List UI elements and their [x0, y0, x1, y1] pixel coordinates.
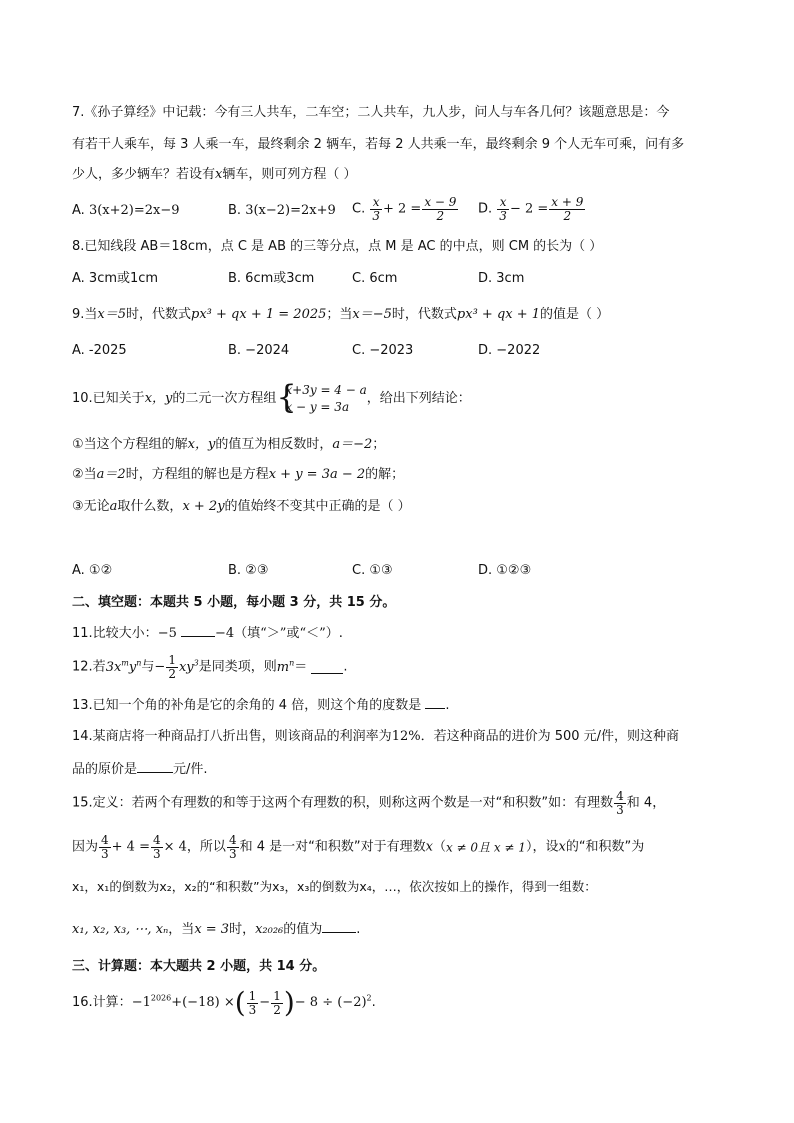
q9-option-b[interactable]: B. −2024 [228, 343, 290, 358]
q8-option-b[interactable]: B. 6cm或3cm [228, 271, 315, 286]
q8-option-a[interactable]: A. 3cm或1cm [72, 271, 159, 286]
q10-option-c[interactable]: C. ①③ [352, 563, 393, 578]
q13-stem: 13.已知一个角的补角是它的余角的 4 倍，则这个角的度数是 . [72, 698, 450, 713]
q7-option-d[interactable]: D. $\frac{x}{3}$ − 2 = $\frac{x + 9}{2}$ [478, 195, 584, 223]
q10-conclusion-2: ②当a＝2时，方程组的解也是方程x + y = 3a − 2的解； [72, 467, 405, 482]
q10-conclusion-1: ①当这个方程组的解x，y的值互为相反数时，a＝−2； [72, 437, 386, 452]
q7-line2: 有若干人乘车，每 3 人乘一车，最终剩余 2 辆车，若每 2 人共乘一车，最终剩余 9 个人无车可乘，问有多 [72, 137, 685, 152]
q10-option-a[interactable]: A. ①② [72, 563, 113, 578]
q9-option-d[interactable]: D. −2022 [478, 343, 541, 358]
section-heading-calculation: 三、计算题：本大题共 2 小题，共 14 分。 [72, 959, 326, 974]
q12-answer-blank[interactable] [311, 661, 343, 674]
section-heading-fill-in: 二、填空题：本题共 5 小题，每小题 3 分，共 15 分。 [72, 595, 396, 610]
q11-answer-blank[interactable] [181, 624, 215, 637]
q15-line1: 15.定义：若两个有理数的和等于这两个有理数的积，则称这两个数是一对“和积数”如：有理数 $\frac{4}{3}$ 和 4， [72, 789, 666, 817]
q7-line1: 7.《孙子算经》中记载：今有三人共车，二车空；二人共车，九人步，问人与车各几何？该题意思是：今 [72, 105, 670, 120]
q9-option-c[interactable]: C. −2023 [352, 343, 414, 358]
q9-option-a[interactable]: A. -2025 [72, 343, 127, 358]
q14-line2: 品的原价是 元/件. [72, 762, 208, 777]
q8-option-c[interactable]: C. 6cm [352, 271, 398, 286]
q7-option-b[interactable]: B. 3(x−2)=2x+9 [228, 203, 336, 218]
q16-stem: 16.计算：$-1^{2026}+(-18)$ ×( $\frac{1}{3}$ − $\frac{1}{2}$ )− $8 \div (-2)^2$. [72, 986, 376, 1019]
q14-line1: 14.某商店将一种商品打八折出售，则该商品的利润率为12%．若这种商品的进价为 500 元/件，则这种商 [72, 729, 680, 744]
equation-system: { x+3y = 4 − a x − y = 3a [276, 378, 367, 416]
q8-option-d[interactable]: D. 3cm [478, 271, 525, 286]
q15-line2: 因为 $\frac{4}{3}$ + 4 = $\frac{4}{3}$ × 4，所以 $\frac{4}{3}$ 和 4 是一对“和积数”对于有理数x（x ≠ 0且 x ≠ 1），设x的“和积数”为 [72, 833, 645, 861]
q12-stem: 12.若$3x^my^n$与− $\frac{1}{2}$ $xy^3$是同类项，则$m^n=$ . [72, 653, 348, 681]
q10-option-b[interactable]: B. ②③ [228, 563, 269, 578]
q14-answer-blank[interactable] [137, 760, 173, 773]
q15-line4: x₁, x₂, x₃, ⋯, xₙ，当x = 3时，x₂₀₂₆的值为 . [72, 922, 361, 937]
q15-line3: x₁，x₁的倒数为x₂，x₂的“和积数”为x₃，x₃的倒数为x₄，…，依次按如上的操作，得到一组数： [72, 879, 597, 894]
q7-line3: 少人，多少辆车？若设有x辆车，则可列方程（ ） [72, 167, 357, 182]
q9-stem: 9.当x＝5时，代数式px³ + qx + 1 = 2025；当x＝−5时，代数式px³ + qx + 1的值是（ ） [72, 307, 610, 322]
q8-stem: 8.已知线段 AB＝18cm，点 C 是 AB 的三等分点，点 M 是 AC 的中点，则 CM 的长为（ ） [72, 239, 603, 254]
q10-option-d[interactable]: D. ①②③ [478, 563, 532, 578]
q7-option-a[interactable]: A. 3(x+2)=2x−9 [72, 203, 180, 218]
q15-answer-blank[interactable] [322, 920, 356, 933]
q13-answer-blank[interactable] [425, 696, 445, 709]
q11-stem: 11.比较大小：−5 −4（填“＞”或“＜”）. [72, 626, 343, 641]
q10-stem: 10.已知关于x，y的二元一次方程组 { x+3y = 4 − a x − y = 3a ，给出下列结论： [72, 378, 471, 416]
q7-option-c[interactable]: C. $\frac{x}{3}$ + 2 = $\frac{x - 9}{2}$ [352, 195, 457, 223]
q10-conclusion-3: ③无论a取什么数，x + 2y的值始终不变其中正确的是（ ） [72, 499, 411, 514]
